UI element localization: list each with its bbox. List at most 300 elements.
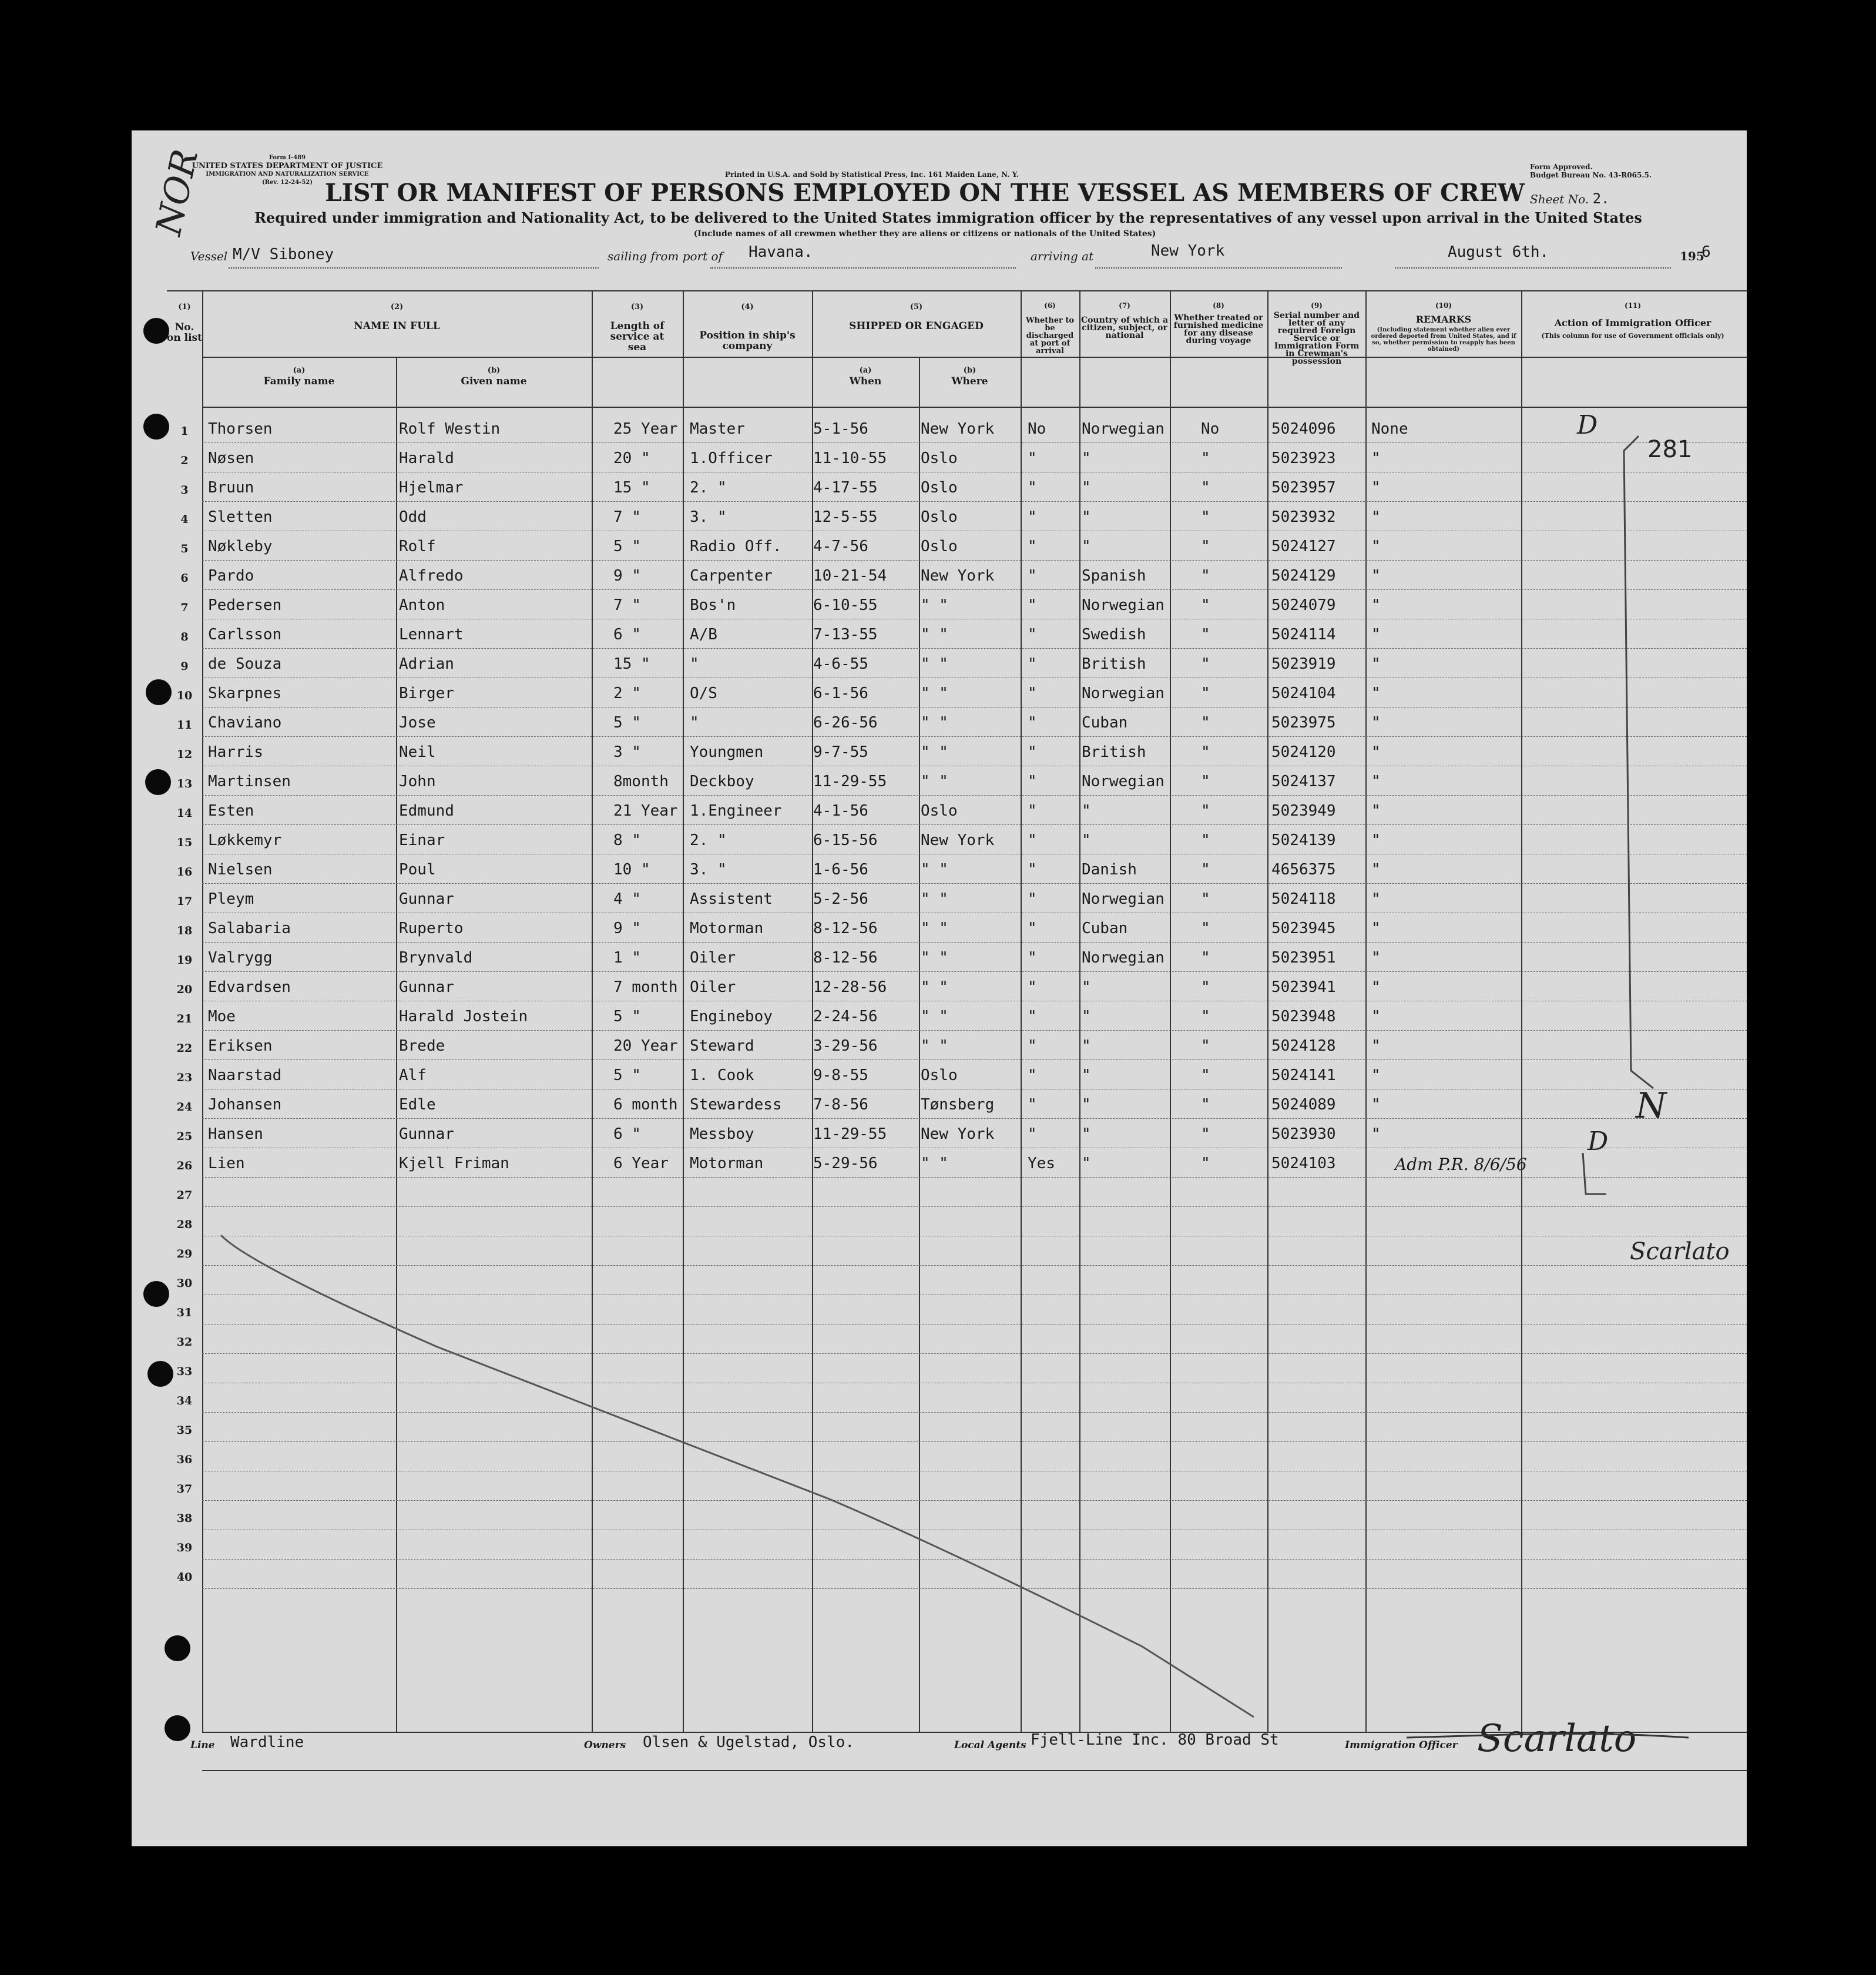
shipped-where-cell: Oslo	[921, 479, 958, 497]
discharge-cell: "	[1028, 1067, 1037, 1084]
service-cell: 6 month	[613, 1096, 678, 1114]
country-cell: "	[1082, 1037, 1091, 1055]
shipped-when-cell: 12-5-55	[813, 508, 878, 526]
service-cell: 6 Year	[613, 1155, 669, 1172]
family-name-cell: Sletten	[208, 508, 273, 526]
service-cell: 7 month	[613, 978, 678, 996]
position-cell: A/B	[690, 626, 717, 643]
remarks-signature: Scarlato	[1630, 1238, 1730, 1265]
family-name-cell: Thorsen	[208, 420, 273, 438]
service-cell: 6 "	[613, 626, 641, 643]
position-cell: "	[690, 714, 699, 732]
shipped-when-cell: 1-6-56	[813, 861, 868, 878]
position-cell: O/S	[690, 685, 717, 702]
form-header-left: Form I-489 UNITED STATES DEPARTMENT OF JUSTICE IMMIGRATION AND NATURALIZATION SERVICE (Rev. 12-24-52)	[192, 155, 383, 186]
remarks-cell: "	[1371, 596, 1381, 614]
country-cell: Norwegian	[1082, 773, 1164, 790]
shipped-when-cell: 5-29-56	[813, 1155, 878, 1172]
shipped-when-cell: 4-7-56	[813, 538, 868, 555]
family-name-cell: Valrygg	[208, 949, 273, 967]
country-cell: "	[1082, 1096, 1091, 1114]
row-number: 38	[176, 1512, 193, 1525]
service-cell: 5 "	[613, 714, 641, 732]
service-cell: 15 "	[613, 655, 650, 673]
serial-cell: 5023951	[1271, 949, 1336, 967]
country-cell: Swedish	[1082, 626, 1146, 643]
col-action-header: (11) Action of Immigration Officer (This column for use of Government officials only)	[1541, 301, 1724, 340]
row-number: 19	[176, 954, 193, 967]
row-number: 5	[180, 542, 189, 555]
row-number: 26	[176, 1159, 193, 1172]
row-number: 22	[176, 1042, 193, 1055]
shipped-where-cell: " "	[921, 773, 948, 790]
shipped-when-cell: 3-29-56	[813, 1037, 878, 1055]
remarks-cell: "	[1371, 567, 1381, 585]
shipped-where-cell: New York	[921, 567, 995, 585]
form-note: (Include names of all crewmen whether they are aliens or citizens or nationals of the United States)	[693, 229, 1156, 239]
service-cell: 10 "	[613, 861, 650, 878]
shipped-when-cell: 6-26-56	[813, 714, 878, 732]
medicine-cell: "	[1201, 626, 1210, 643]
row-number: 16	[176, 866, 193, 878]
discharge-cell: Yes	[1028, 1155, 1055, 1172]
serial-cell: 5024118	[1271, 890, 1336, 908]
position-cell: Radio Off.	[690, 538, 782, 555]
owners-name: Olsen & Ugelstad, Oslo.	[643, 1733, 855, 1751]
medicine-cell: "	[1201, 743, 1210, 761]
row-number: 39	[176, 1541, 193, 1554]
position-cell: Bos'n	[690, 596, 736, 614]
remarks-cell: "	[1371, 685, 1381, 702]
service-cell: 3 "	[613, 743, 641, 761]
family-name-cell: Carlsson	[208, 626, 282, 643]
shipped-when-cell: 11-29-55	[813, 1125, 887, 1143]
position-cell: Carpenter	[690, 567, 773, 585]
discharge-cell: "	[1028, 1008, 1037, 1025]
service-cell: 5 "	[613, 1008, 641, 1025]
shipped-when-cell: 7-13-55	[813, 626, 878, 643]
position-cell: 1.Engineer	[690, 802, 782, 820]
medicine-cell: "	[1201, 1155, 1210, 1172]
country-cell: Cuban	[1082, 920, 1128, 937]
family-name-cell: Nøkleby	[208, 538, 273, 555]
given-name-cell: Ruperto	[399, 920, 464, 937]
departure-port: Havana.	[749, 243, 813, 261]
discharge-cell: "	[1028, 538, 1037, 555]
bracket-line-lower	[1583, 1153, 1606, 1194]
row-number: 12	[176, 748, 193, 761]
given-name-cell: Anton	[399, 596, 445, 614]
given-name-cell: Einar	[399, 831, 445, 849]
row-number: 7	[180, 601, 189, 614]
medicine-cell: "	[1201, 861, 1210, 878]
shipped-where-cell: " "	[921, 626, 948, 643]
row-number: 24	[176, 1101, 193, 1114]
given-name-cell: Alfredo	[399, 567, 464, 585]
shipped-where-cell: " "	[921, 596, 948, 614]
shipped-when-cell: 11-10-55	[813, 450, 887, 467]
serial-cell: 5023945	[1271, 920, 1336, 937]
medicine-cell: "	[1201, 1008, 1210, 1025]
position-cell: 1.Officer	[690, 450, 773, 467]
serial-cell: 5024137	[1271, 773, 1336, 790]
remarks-cell: "	[1371, 949, 1381, 967]
remarks-cell: "	[1371, 1125, 1381, 1143]
vessel-name: M/V Siboney	[233, 246, 334, 263]
service-cell: 9 "	[613, 567, 641, 585]
position-cell: Oiler	[690, 949, 736, 967]
col-remarks-header: (10) REMARKS (Including statement whether alien ever ordered deported from United States, and if so, whether permission to reapply has been obtained)	[1371, 301, 1516, 353]
family-name-cell: Naarstad	[208, 1067, 282, 1084]
arrival-port: New York	[1151, 242, 1225, 260]
medicine-cell: "	[1201, 508, 1210, 526]
given-name-cell: Gunnar	[399, 1125, 454, 1143]
shipped-where-cell: Oslo	[921, 508, 958, 526]
remarks-cell: "	[1371, 1037, 1381, 1055]
shipped-when-cell: 8-12-56	[813, 920, 878, 937]
footer-officer: Immigration Officer	[1345, 1739, 1458, 1751]
medicine-cell: "	[1201, 949, 1210, 967]
row-number: 6	[180, 572, 189, 585]
given-name-cell: Gunnar	[399, 978, 454, 996]
given-name-cell: Alf	[399, 1067, 427, 1084]
remarks-cell: "	[1371, 861, 1381, 878]
remarks-cell: Adm P.R. 8/6/56	[1395, 1155, 1527, 1174]
given-name-cell: Neil	[399, 743, 436, 761]
medicine-cell: "	[1201, 479, 1210, 497]
medicine-cell: "	[1201, 450, 1210, 467]
shipped-where-cell: Oslo	[921, 802, 958, 820]
serial-cell: 4656375	[1271, 861, 1336, 878]
discharge-cell: "	[1028, 890, 1037, 908]
row-number: 28	[176, 1218, 193, 1231]
remarks-cell: "	[1371, 890, 1381, 908]
serial-cell: 5023930	[1271, 1125, 1336, 1143]
serial-cell: 5024096	[1271, 420, 1336, 438]
discharge-cell: "	[1028, 508, 1037, 526]
row-number: 32	[176, 1336, 193, 1349]
serial-cell: 5023932	[1271, 508, 1336, 526]
row-number: 27	[176, 1189, 193, 1202]
row-number: 8	[180, 631, 189, 643]
country-cell: Cuban	[1082, 714, 1128, 732]
row-number: 29	[176, 1248, 193, 1260]
arrival-date: August 6th.	[1448, 243, 1549, 261]
stamp-number: 281	[1647, 436, 1693, 463]
row-number: 30	[176, 1277, 193, 1290]
col-no-header: (1) No. on list	[167, 303, 202, 344]
country-cell: Norwegian	[1082, 685, 1164, 702]
shipped-where-cell: " "	[921, 861, 948, 878]
row-number: 13	[176, 777, 193, 790]
row-number: 36	[176, 1453, 193, 1466]
given-name-cell: John	[399, 773, 436, 790]
remarks-cell: "	[1371, 831, 1381, 849]
row-number: 9	[180, 660, 189, 673]
family-name-cell: Bruun	[208, 479, 254, 497]
position-cell: 3. "	[690, 508, 727, 526]
form-subtitle: Required under immigration and Nationality Act, to be delivered to the United States immigration officer by the representatives of any vessel upon arrival in the United States	[254, 209, 1642, 226]
country-cell: "	[1082, 802, 1091, 820]
serial-cell: 5023948	[1271, 1008, 1336, 1025]
col-name-header: (2) NAME IN FULL	[354, 303, 440, 332]
service-cell: 2 "	[613, 685, 641, 702]
remarks-cell: "	[1371, 626, 1381, 643]
service-cell: 15 "	[613, 479, 650, 497]
serial-cell: 5024139	[1271, 831, 1336, 849]
discharge-cell: "	[1028, 831, 1037, 849]
discharge-cell: "	[1028, 802, 1037, 820]
country-cell: Danish	[1082, 861, 1137, 878]
given-name-cell: Harald	[399, 450, 454, 467]
officer-signature: Scarlato	[1477, 1717, 1637, 1761]
serial-cell: 5023957	[1271, 479, 1336, 497]
shipped-where-cell: New York	[921, 831, 995, 849]
position-cell: 1. Cook	[690, 1067, 754, 1084]
family-name-cell: Johansen	[208, 1096, 282, 1114]
officer-signature-stroke	[1407, 1733, 1689, 1738]
country-cell: "	[1082, 1125, 1091, 1143]
discharge-cell: "	[1028, 450, 1037, 467]
page-title: LIST OR MANIFEST OF PERSONS EMPLOYED ON THE VESSEL AS MEMBERS OF CREW	[325, 179, 1525, 207]
shipped-where-cell: New York	[921, 420, 995, 438]
diagonal-strike-line	[221, 1235, 1254, 1717]
medicine-cell: "	[1201, 802, 1210, 820]
row-number: 34	[176, 1394, 193, 1407]
position-cell: Motorman	[690, 920, 764, 937]
discharge-cell: "	[1028, 596, 1037, 614]
position-cell: Oiler	[690, 978, 736, 996]
service-cell: 1 "	[613, 949, 641, 967]
medicine-cell: "	[1201, 1096, 1210, 1114]
row-number: 15	[176, 836, 193, 849]
col-position-header: (4) Position in ship's company	[699, 303, 796, 352]
col-discharge-header: (6) Whether to be discharged at port of arrival	[1025, 301, 1075, 356]
discharge-cell: "	[1028, 1125, 1037, 1143]
remarks-cell: "	[1371, 978, 1381, 996]
discharge-cell: "	[1028, 861, 1037, 878]
officer-mark-top: D	[1577, 410, 1598, 440]
shipped-where-cell: " "	[921, 743, 948, 761]
medicine-cell: "	[1201, 655, 1210, 673]
remarks-cell: "	[1371, 479, 1381, 497]
given-name-cell: Lennart	[399, 626, 464, 643]
given-name-cell: Birger	[399, 685, 454, 702]
shipped-when-cell: 10-21-54	[813, 567, 887, 585]
position-cell: 2. "	[690, 479, 727, 497]
family-name-cell: Pardo	[208, 567, 254, 585]
line-name: Wardline	[230, 1733, 304, 1751]
family-name-cell: Pleym	[208, 890, 254, 908]
discharge-cell: "	[1028, 978, 1037, 996]
row-number: 17	[176, 895, 193, 908]
discharge-cell: "	[1028, 773, 1037, 790]
row-number: 1	[180, 425, 189, 438]
position-cell: Motorman	[690, 1155, 764, 1172]
discharge-cell: "	[1028, 920, 1037, 937]
remarks-cell: "	[1371, 1067, 1381, 1084]
serial-cell: 5024103	[1271, 1155, 1336, 1172]
given-name-cell: Kjell Friman	[399, 1155, 509, 1172]
country-cell: "	[1082, 978, 1091, 996]
shipped-when-cell: 6-1-56	[813, 685, 868, 702]
service-cell: 20 Year	[613, 1037, 678, 1055]
shipped-where-cell: " "	[921, 685, 948, 702]
medicine-cell: "	[1201, 538, 1210, 555]
position-cell: Deckboy	[690, 773, 754, 790]
discharge-cell: "	[1028, 1096, 1037, 1114]
shipped-where-cell: Oslo	[921, 450, 958, 467]
position-cell: Steward	[690, 1037, 754, 1055]
remarks-cell: "	[1371, 920, 1381, 937]
shipped-where-cell: " "	[921, 1155, 948, 1172]
service-cell: 8 "	[613, 831, 641, 849]
service-cell: 8month	[613, 773, 669, 790]
serial-cell: 5024141	[1271, 1067, 1336, 1084]
position-cell: Youngmen	[690, 743, 764, 761]
given-name-cell: Adrian	[399, 655, 454, 673]
shipped-where-cell: " "	[921, 1008, 948, 1025]
shipped-when-cell: 9-8-55	[813, 1067, 868, 1084]
given-name-cell: Rolf	[399, 538, 436, 555]
remarks-cell: "	[1371, 538, 1381, 555]
row-number: 2	[180, 454, 189, 467]
discharge-cell: "	[1028, 655, 1037, 673]
family-name-cell: Hansen	[208, 1125, 263, 1143]
shipped-where-cell: Oslo	[921, 538, 958, 555]
shipped-where-cell: " "	[921, 920, 948, 937]
remarks-cell: "	[1371, 714, 1381, 732]
given-name-cell: Odd	[399, 508, 427, 526]
discharge-cell: No	[1028, 420, 1046, 438]
shipped-where-cell: " "	[921, 655, 948, 673]
medicine-cell: "	[1201, 1067, 1210, 1084]
shipped-where-cell: Tønsberg	[921, 1096, 995, 1114]
shipped-when-cell: 2-24-56	[813, 1008, 878, 1025]
shipped-when-cell: 4-17-55	[813, 479, 878, 497]
shipped-when-cell: 9-7-55	[813, 743, 868, 761]
remarks-cell: None	[1371, 420, 1408, 438]
shipped-when-cell: 6-15-56	[813, 831, 878, 849]
footer-agents: Local Agents	[954, 1739, 1026, 1751]
shipped-where-cell: " "	[921, 890, 948, 908]
country-cell: "	[1082, 1067, 1091, 1084]
country-cell: "	[1082, 479, 1091, 497]
medicine-cell: "	[1201, 890, 1210, 908]
medicine-cell: "	[1201, 567, 1210, 585]
service-cell: 5 "	[613, 1067, 641, 1084]
country-cell: "	[1082, 508, 1091, 526]
country-cell: British	[1082, 655, 1146, 673]
remarks-cell: "	[1371, 743, 1381, 761]
family-name-cell: Eriksen	[208, 1037, 273, 1055]
row-number: 20	[176, 983, 193, 996]
discharge-cell: "	[1028, 714, 1037, 732]
col-when-header: (a) When	[849, 366, 882, 387]
serial-cell: 5024114	[1271, 626, 1336, 643]
shipped-when-cell: 4-1-56	[813, 802, 868, 820]
shipped-when-cell: 5-1-56	[813, 420, 868, 438]
shipped-where-cell: " "	[921, 1037, 948, 1055]
service-cell: 20 "	[613, 450, 650, 467]
given-name-cell: Gunnar	[399, 890, 454, 908]
shipped-when-cell: 7-8-56	[813, 1096, 868, 1114]
family-name-cell: Nielsen	[208, 861, 273, 878]
country-cell: Norwegian	[1082, 949, 1164, 967]
shipped-where-cell: New York	[921, 1125, 995, 1143]
given-name-cell: Hjelmar	[399, 479, 464, 497]
serial-cell: 5024128	[1271, 1037, 1336, 1055]
remarks-cell: "	[1371, 450, 1381, 467]
family-name-cell: de Souza	[208, 655, 282, 673]
given-name-cell: Harald Jostein	[399, 1008, 528, 1025]
remarks-cell: "	[1371, 1096, 1381, 1114]
row-number: 4	[180, 513, 189, 526]
family-name-cell: Chaviano	[208, 714, 282, 732]
remarks-cell: "	[1371, 655, 1381, 673]
service-cell: 7 "	[613, 508, 641, 526]
medicine-cell: "	[1201, 773, 1210, 790]
serial-cell: 5023923	[1271, 450, 1336, 467]
country-cell: "	[1082, 1008, 1091, 1025]
manifest-sheet	[132, 130, 1747, 1846]
shipped-when-cell: 11-29-55	[813, 773, 887, 790]
country-cell: "	[1082, 450, 1091, 467]
given-name-cell: Brynvald	[399, 949, 473, 967]
row-number: 33	[176, 1365, 193, 1378]
family-name-cell: Harris	[208, 743, 263, 761]
row-number: 35	[176, 1424, 193, 1437]
serial-cell: 5024127	[1271, 538, 1336, 555]
position-cell: Engineboy	[690, 1008, 773, 1025]
col-given-header: (b) Given name	[461, 366, 527, 387]
family-name-cell: Esten	[208, 802, 254, 820]
family-name-cell: Salabaria	[208, 920, 291, 937]
footer-owners: Owners	[584, 1739, 626, 1751]
remarks-cell: "	[1371, 773, 1381, 790]
remarks-cell: "	[1371, 1008, 1381, 1025]
pen-strokes	[132, 130, 1747, 1846]
discharge-cell: "	[1028, 626, 1037, 643]
medicine-cell: "	[1201, 831, 1210, 849]
discharge-cell: "	[1028, 685, 1037, 702]
family-name-cell: Skarpnes	[208, 685, 282, 702]
row-number: 3	[180, 484, 189, 497]
col-medicine-header: (8) Whether treated or furnished medicine for any disease during voyage	[1173, 301, 1264, 346]
country-cell: "	[1082, 831, 1091, 849]
given-name-cell: Jose	[399, 714, 436, 732]
family-name-cell: Moe	[208, 1008, 236, 1025]
officer-mark-mid: N	[1636, 1085, 1667, 1126]
service-cell: 25 Year	[613, 420, 678, 438]
shipped-where-cell: " "	[921, 978, 948, 996]
shipped-when-cell: 6-10-55	[813, 596, 878, 614]
service-cell: 5 "	[613, 538, 641, 555]
family-name-cell: Lien	[208, 1155, 245, 1172]
form-approval: Form Approved. Budget Bureau No. 43-R065.5.	[1530, 163, 1652, 179]
shipped-when-cell: 5-2-56	[813, 890, 868, 908]
medicine-cell: "	[1201, 920, 1210, 937]
country-cell: Norwegian	[1082, 890, 1164, 908]
position-cell: Master	[690, 420, 745, 438]
serial-cell: 5023941	[1271, 978, 1336, 996]
given-name-cell: Rolf Westin	[399, 420, 501, 438]
col-where-header: (b) Where	[951, 366, 988, 387]
row-number: 21	[176, 1012, 193, 1025]
row-number: 14	[176, 807, 193, 820]
shipped-where-cell: " "	[921, 949, 948, 967]
serial-cell: 5023949	[1271, 802, 1336, 820]
